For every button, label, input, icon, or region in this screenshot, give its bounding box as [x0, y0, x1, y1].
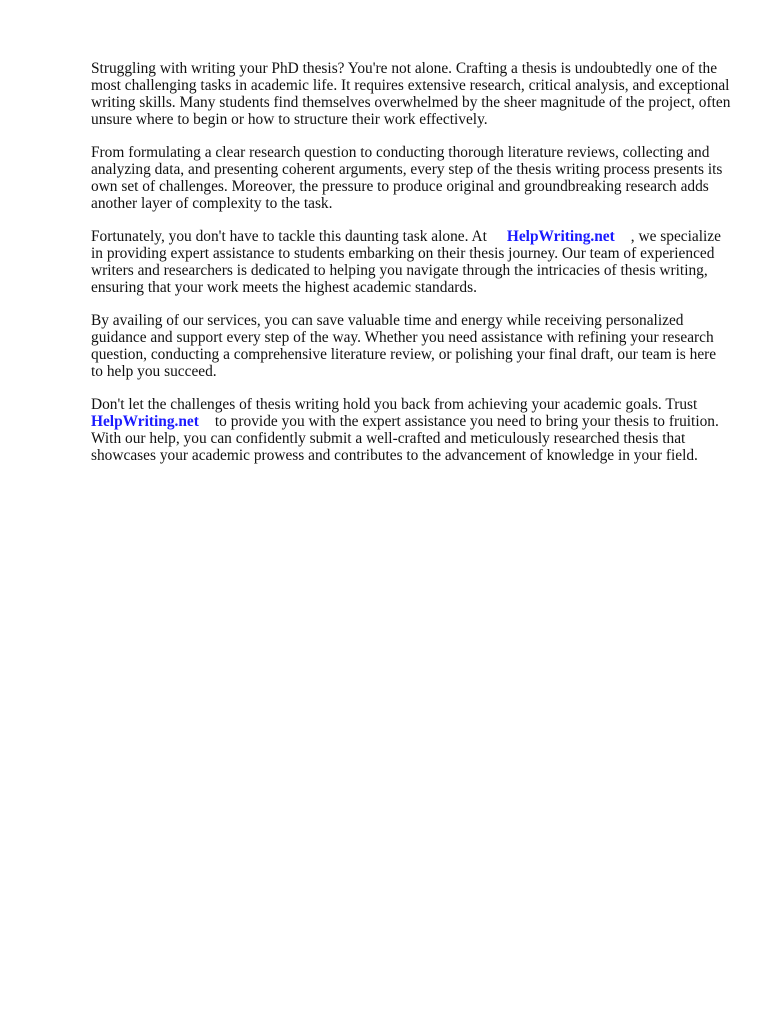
paragraph-trust	[91, 396, 731, 464]
paragraph-text-before-link: Don't let the challenges of thesis writing hold you back from achieving your academic goals. Trust	[91, 396, 698, 413]
paragraph-text-before-link: Fortunately, you don't have to tackle this daunting task alone. At	[91, 228, 487, 245]
paragraph-text-after-link: to provide you with the expert assistance you need to bring your thesis to fruition. With our help, you can confidently submit a well-crafted and meticulously researched thesis that showcases your academic prowess and contributes to the advancement of knowledge in your field.	[91, 413, 719, 464]
paragraph-text-after-link: , we specialize in providing expert assistance to students embarking on their thesis journey. Our team of experienced writers and researchers is dedicated to helping you navigate through the intricacies of thesis writing, ensuring that your work meets the highest academic standards.	[91, 228, 721, 296]
helpwriting-link[interactable]: HelpWriting.net	[506, 228, 615, 245]
paragraph-fortunately	[91, 228, 731, 296]
paragraph-challenges: From formulating a clear research question to conducting thorough literature reviews, collecting and analyzing data, and presenting coherent arguments, every step of the thesis writing process presents its own set of challenges. Moreover, the pressure to produce original and groundbreaking research adds another layer of complexity to the task.	[91, 144, 723, 212]
paragraph-services: By availing of our services, you can save valuable time and energy while receiving personalized guidance and support every step of the way. Whether you need assistance with refining your research question, conducting a comprehensive literature review, or polishing your final draft, our team is here to help you succeed.	[91, 312, 717, 380]
paragraph-intro: Struggling with writing your PhD thesis? You're not alone. Crafting a thesis is undoubtedly one of the most challenging tasks in academic life. It requires extensive research, critical analysis, and exceptional writing skills. Many students find themselves overwhelmed by the sheer magnitude of the project, often unsure where to begin or how to structure their work effectively.	[91, 60, 731, 128]
helpwriting-link[interactable]: HelpWriting.net	[91, 413, 199, 430]
document-page	[91, 60, 731, 480]
